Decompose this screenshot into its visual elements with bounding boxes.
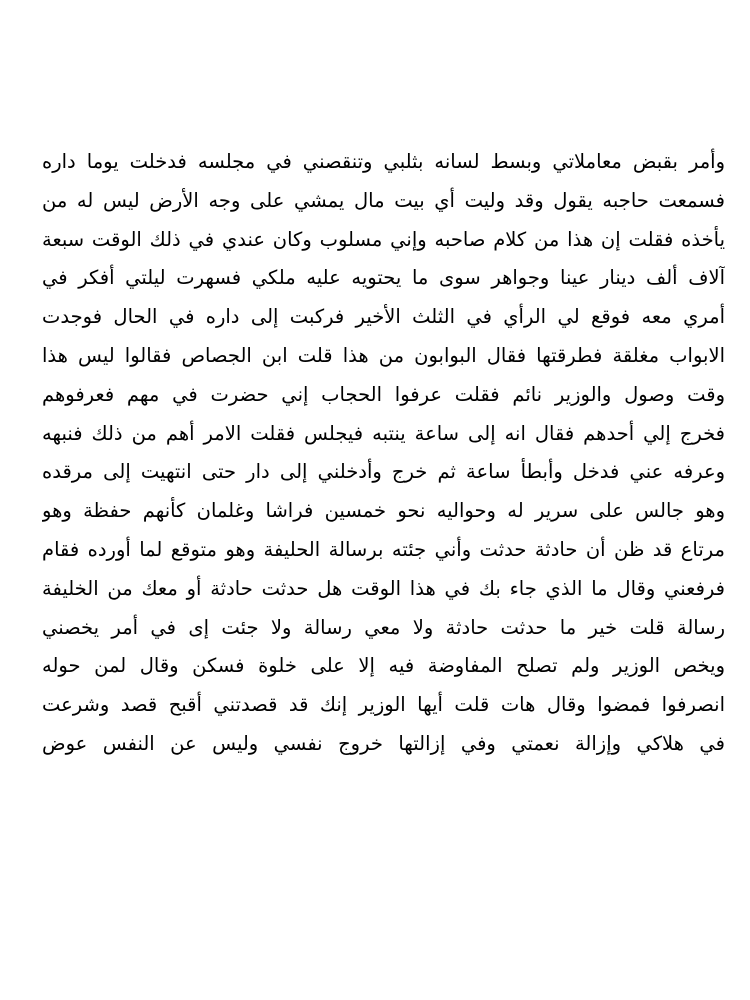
text-line-12: فرفعني وقال ما الذي جاء بك في هذا الوقت هل حدثت حادثة أو معك من الخليفة: [42, 576, 725, 600]
text-line-6: الابواب مغلقة فطرقتها فقال البوابون من هذا قلت ابن الجصاص فقالوا ليس هذا: [42, 343, 725, 367]
arabic-text-body: [42, 143, 725, 764]
text-line-4: آلاف ألف دينار عينا وجواهر سوى ما يحتويه عليه ملكي فسهرت ليلتي أفكر في: [42, 266, 725, 290]
text-line-11: مرتاع قد ظن أن حادثة حدثت وأني جئته برسالة الحليفة وهو متوقع لما أورده فقام: [42, 537, 725, 561]
text-line-10: وهو جالس على سرير له وحواليه نحو خمسين فراشا وغلمان كأنهم حفظة وهو: [42, 499, 725, 523]
text-line-16: في هلاكي وإزالة نعمتي وفي إزالتها خروج نفسي وليس عن النفس عوض: [42, 731, 725, 755]
text-line-1: وأمر بقبض معاملاتي وبسط لسانه بثلبي وتنقصني في مجلسه فدخلت يوما داره: [42, 150, 725, 173]
text-line-9: وعرفه عني فدخل وأبطأ ساعة ثم خرج وأدخلني إلى دار حتى انتهيت إلى مرقده: [42, 460, 725, 484]
text-line-3: يأخذه فقلت إن هذا من كلام صاحبه وإني مسلوب وكان عندي في ذلك الوقت سبعة: [42, 227, 725, 251]
text-line-2: فسمعت حاجبه يقول وقد وليت أي بيت مال يمشي على وجه الأرض ليس له من: [42, 188, 725, 212]
text-line-13: رسالة قلت خير ما حدثت حادثة ولا معي رسالة ولا جئت إى في أمر يخصني: [42, 615, 725, 639]
text-line-7: وقت وصول والوزير نائم فقلت عرفوا الحجاب إني حضرت في مهم فعرفوهم: [42, 382, 725, 406]
text-line-8: فخرج إلي أحدهم فقال انه إلى ساعة ينتبه فيجلس فقلت الامر أهم من ذلك فنبهه: [42, 421, 725, 445]
text-line-14: ويخص الوزير ولم تصلح المفاوضة فيه إلا على خلوة فسكن وقال لمن حوله: [42, 654, 725, 678]
text-line-5: أمري معه فوقع لي الرأي في الثلث الأخير فركبت إلى داره في الحال فوجدت: [42, 305, 725, 329]
text-line-15: انصرفوا فمضوا وقال هات قلت أيها الوزير إنك قد قصدتني أقبح قصد وشرعت: [42, 693, 725, 717]
